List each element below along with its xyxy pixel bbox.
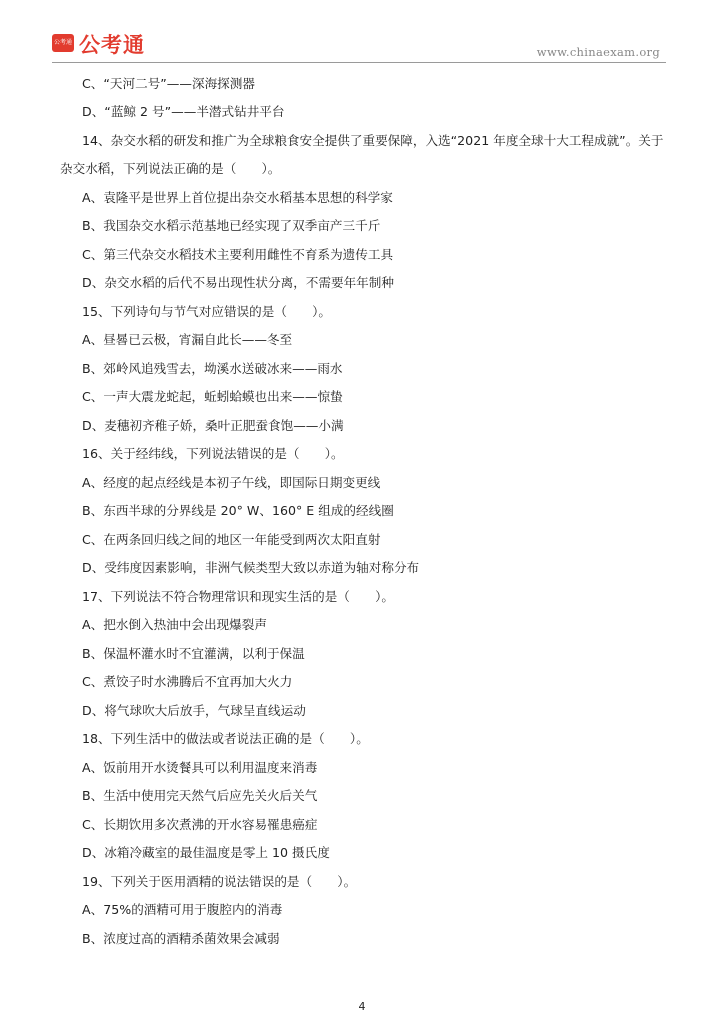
option-line: D、“蓝鲸 2 号”——半潜式钻井平台 <box>82 104 285 119</box>
logo-badge: 公考通 <box>52 34 74 52</box>
option-line: A、袁隆平是世界上首位提出杂交水稻基本思想的科学家 <box>82 190 393 205</box>
option-line: C、第三代杂交水稻技术主要利用雌性不育系为遗传工具 <box>82 247 394 262</box>
header-divider <box>52 62 666 63</box>
option-line: C、煮饺子时水沸腾后不宜再加大火力 <box>82 674 293 689</box>
option-line: D、受纬度因素影响，非洲气候类型大致以赤道为轴对称分布 <box>82 560 420 575</box>
option-line: B、东西半球的分界线是 20° W、160° E 组成的经线圈 <box>82 503 394 518</box>
option-line: C、“天河二号”——深海探测器 <box>82 76 255 91</box>
site-url: www.chinaexam.org <box>536 45 660 59</box>
question-line: 17、下列说法不符合物理常识和现实生活的是（ ）。 <box>82 589 394 604</box>
page-header <box>0 0 724 70</box>
option-line: C、在两条回归线之间的地区一年能受到两次太阳直射 <box>82 532 381 547</box>
option-line: B、我国杂交水稻示范基地已经实现了双季亩产三千斤 <box>82 218 381 233</box>
option-line: D、冰箱冷藏室的最佳温度是零上 10 摄氏度 <box>82 845 330 860</box>
option-line: A、75%的酒精可用于腹腔内的消毒 <box>82 902 283 917</box>
option-line: A、经度的起点经线是本初子午线，即国际日期变更线 <box>82 475 381 490</box>
option-line: A、把水倒入热油中会出现爆裂声 <box>82 617 267 632</box>
option-line: A、饭前用开水烫餐具可以利用温度来消毒 <box>82 760 318 775</box>
question-line: 16、关于经纬线，下列说法错误的是（ ）。 <box>82 446 344 461</box>
page-number: 4 <box>358 1000 366 1013</box>
question-line: 15、下列诗句与节气对应错误的是（ ）。 <box>82 304 332 319</box>
option-line: B、保温杯灌水时不宜灌满，以利于保温 <box>82 646 305 661</box>
option-line: D、麦穗初齐稚子娇，桑叶正肥蚕食饱——小满 <box>82 418 344 433</box>
question-line: 杂交水稻，下列说法正确的是（ ）。 <box>60 161 281 176</box>
question-line: 18、下列生活中的做法或者说法正确的是（ ）。 <box>82 731 369 746</box>
option-line: B、郊岭风追残雪去，坳溪水送破冰来——雨水 <box>82 361 343 376</box>
logo-text: 公考通 <box>79 33 145 57</box>
option-line: C、一声大震龙蛇起，蚯蚓蛤蟆也出来——惊蛰 <box>82 389 343 404</box>
option-line: D、杂交水稻的后代不易出现性状分离，不需要年年制种 <box>82 275 394 290</box>
option-line: D、将气球吹大后放手，气球呈直线运动 <box>82 703 306 718</box>
option-line: C、长期饮用多次煮沸的开水容易罹患癌症 <box>82 817 318 832</box>
option-line: B、生活中使用完天然气后应先关火后关气 <box>82 788 318 803</box>
option-line: A、昼晷已云极，宵漏自此长——冬至 <box>82 332 293 347</box>
question-line: 14、杂交水稻的研发和推广为全球粮食安全提供了重要保障，入选“2021 年度全球十大工程成就”。关于 <box>82 133 664 148</box>
option-line: B、浓度过高的酒精杀菌效果会减弱 <box>82 931 280 946</box>
question-line: 19、下列关于医用酒精的说法错误的是（ ）。 <box>82 874 357 889</box>
